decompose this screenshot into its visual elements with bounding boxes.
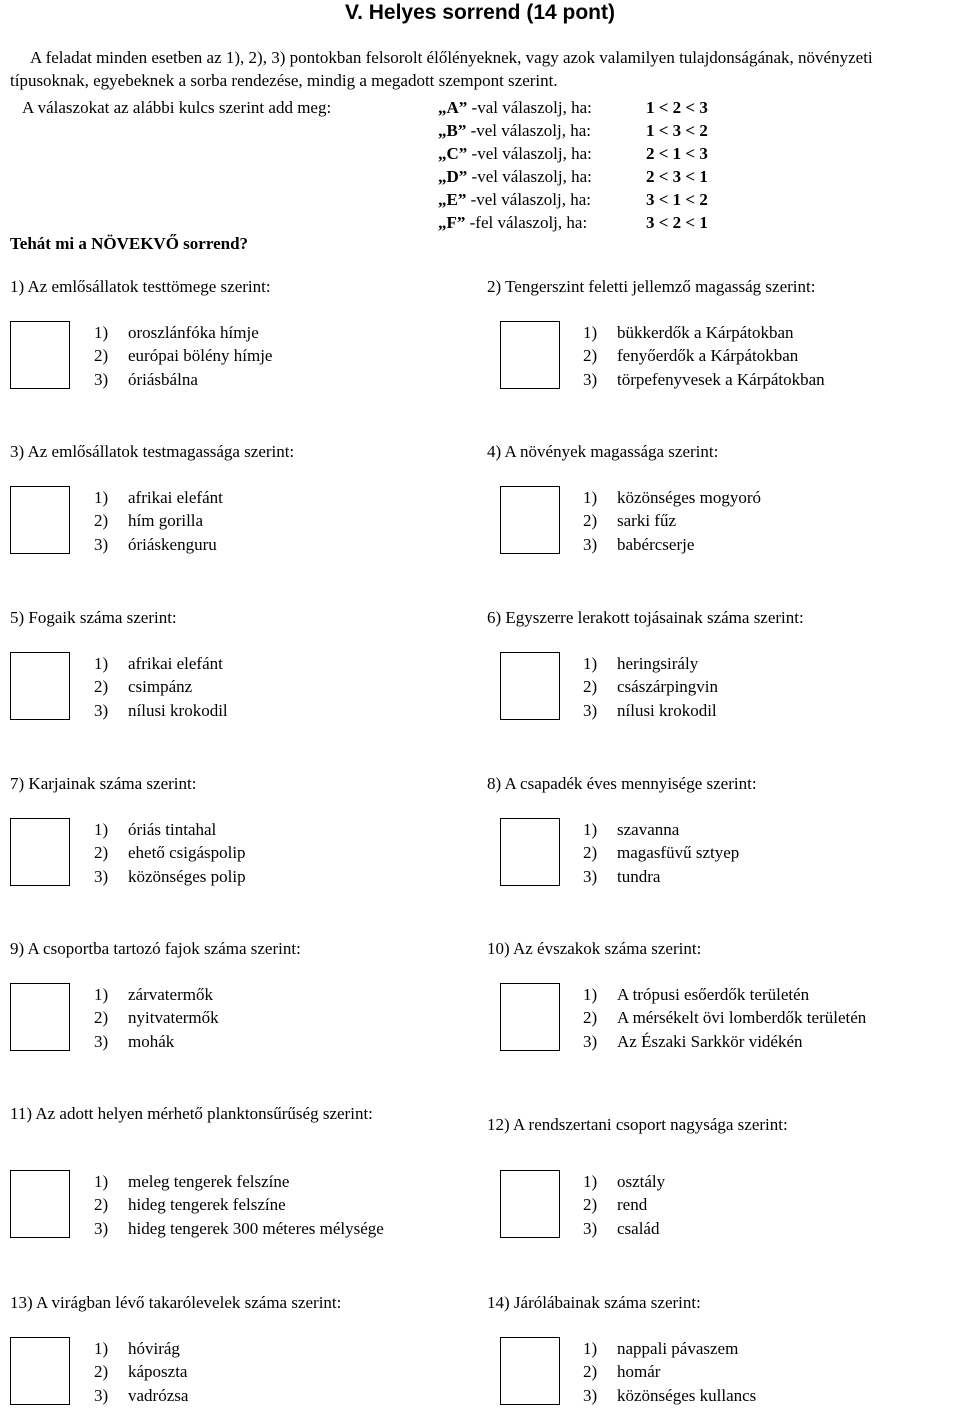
answer-box[interactable] bbox=[500, 1337, 560, 1405]
answer-box[interactable] bbox=[500, 486, 560, 554]
key-order: 1 < 3 < 2 bbox=[646, 121, 708, 140]
task-heading: 8) A csapadék éves mennyisége szerint: bbox=[487, 774, 757, 793]
option-item bbox=[94, 652, 228, 675]
option-item bbox=[583, 533, 761, 556]
option-text: A trópusi esőerdők területén bbox=[617, 985, 810, 1004]
key-order: 2 < 1 < 3 bbox=[646, 144, 708, 163]
question-suffix: sorrend? bbox=[178, 234, 249, 253]
task-heading: 10) Az évszakok száma szerint: bbox=[487, 939, 702, 958]
option-number: 1) bbox=[583, 323, 598, 342]
option-text: közönséges polip bbox=[128, 866, 246, 886]
option-item bbox=[583, 1360, 756, 1383]
option-number: 2) bbox=[583, 843, 598, 863]
key-text: -vel válaszolj, ha: bbox=[470, 121, 591, 140]
answer-box[interactable] bbox=[10, 818, 70, 886]
option-text: óriás tintahal bbox=[128, 820, 217, 839]
page-title: V. Helyes sorrend (14 pont) bbox=[345, 1, 615, 24]
option-item bbox=[94, 699, 228, 722]
option-text: közönséges mogyoró bbox=[617, 488, 762, 507]
option-list bbox=[583, 486, 761, 556]
option-number: 2) bbox=[94, 843, 109, 863]
option-text: hóvirág bbox=[128, 1339, 180, 1358]
task-heading: 2) Tengerszint feletti jellemző magasság szerint: bbox=[487, 277, 816, 296]
option-text: család bbox=[617, 1218, 660, 1238]
option-text: vadrózsa bbox=[128, 1385, 189, 1405]
option-text: homár bbox=[617, 1362, 661, 1382]
option-text: törpefenyvesek a Kárpátokban bbox=[617, 369, 825, 389]
option-item bbox=[583, 1030, 866, 1053]
option-list bbox=[583, 321, 825, 391]
task-6 bbox=[487, 606, 957, 726]
option-item bbox=[583, 321, 825, 344]
option-item bbox=[94, 675, 228, 698]
option-number: 2) bbox=[94, 346, 109, 366]
task-heading: 13) A virágban lévő takarólevelek száma szerint: bbox=[10, 1293, 342, 1312]
option-item bbox=[583, 1384, 756, 1407]
option-item bbox=[583, 1006, 866, 1029]
key-letter: „B” bbox=[438, 121, 467, 140]
task-8 bbox=[487, 772, 957, 892]
answer-box[interactable] bbox=[10, 321, 70, 389]
option-item bbox=[583, 368, 825, 391]
key-order: 2 < 3 < 1 bbox=[646, 167, 708, 186]
option-item bbox=[583, 1217, 665, 1240]
task-2 bbox=[487, 275, 957, 395]
option-number: 3) bbox=[94, 534, 109, 554]
option-number: 3) bbox=[583, 700, 598, 720]
option-list bbox=[94, 1170, 384, 1240]
task-3 bbox=[10, 440, 480, 560]
option-item bbox=[94, 1360, 188, 1383]
task-4 bbox=[487, 440, 957, 560]
key-order: 1 < 2 < 3 bbox=[646, 98, 708, 117]
answer-box[interactable] bbox=[10, 486, 70, 554]
task-11 bbox=[10, 1102, 480, 1242]
answer-key-row bbox=[438, 142, 708, 165]
answer-box[interactable] bbox=[500, 321, 560, 389]
option-number: 1) bbox=[583, 820, 598, 839]
option-item bbox=[94, 509, 223, 532]
key-letter: „A” bbox=[438, 98, 468, 117]
option-text: oroszlánfóka hímje bbox=[128, 323, 259, 342]
option-item bbox=[583, 509, 761, 532]
option-number: 3) bbox=[583, 866, 598, 886]
answer-box[interactable] bbox=[500, 1170, 560, 1238]
option-number: 1) bbox=[94, 1172, 109, 1191]
option-number: 2) bbox=[583, 1008, 598, 1028]
option-text: hím gorilla bbox=[128, 511, 204, 531]
answer-key-row bbox=[438, 165, 708, 188]
task-heading: 3) Az emlősállatok testmagassága szerint: bbox=[10, 442, 295, 461]
option-text: káposzta bbox=[128, 1362, 188, 1382]
task-heading: 11) Az adott helyen mérhető planktonsűrűség szerint: bbox=[10, 1104, 373, 1123]
option-item bbox=[583, 1170, 665, 1193]
option-text: közönséges kullancs bbox=[617, 1385, 757, 1405]
option-number: 2) bbox=[583, 511, 598, 531]
option-text: rend bbox=[617, 1195, 648, 1215]
answer-key bbox=[10, 96, 950, 236]
task-10 bbox=[487, 937, 957, 1057]
option-item bbox=[583, 1193, 665, 1216]
task-heading: 14) Járólábainak száma szerint: bbox=[487, 1293, 701, 1312]
option-number: 1) bbox=[583, 985, 598, 1004]
option-text: zárvatermők bbox=[128, 985, 213, 1004]
option-item bbox=[94, 841, 246, 864]
option-number: 1) bbox=[94, 323, 109, 342]
option-item bbox=[583, 983, 866, 1006]
option-text: afrikai elefánt bbox=[128, 654, 223, 673]
task-12 bbox=[487, 1102, 957, 1242]
option-text: szavanna bbox=[617, 820, 680, 839]
option-text: hideg tengerek 300 méteres mélysége bbox=[128, 1218, 384, 1238]
task-9 bbox=[10, 937, 480, 1057]
option-text: óriásbálna bbox=[128, 369, 198, 389]
option-text: európai bölény hímje bbox=[128, 346, 273, 366]
task-heading: 12) A rendszertani csoport nagysága szerint: bbox=[487, 1115, 788, 1134]
option-number: 1) bbox=[94, 985, 109, 1004]
option-number: 3) bbox=[94, 1031, 109, 1051]
option-number: 3) bbox=[94, 1385, 109, 1405]
task-heading: 7) Karjainak száma szerint: bbox=[10, 774, 197, 793]
option-number: 3) bbox=[583, 1385, 598, 1405]
option-number: 3) bbox=[583, 534, 598, 554]
option-number: 3) bbox=[94, 866, 109, 886]
option-item bbox=[583, 652, 718, 675]
main-question bbox=[10, 232, 248, 255]
option-list bbox=[583, 1337, 756, 1407]
option-item bbox=[94, 1337, 188, 1360]
key-text: -vel válaszolj, ha: bbox=[470, 190, 591, 209]
option-number: 1) bbox=[583, 1339, 598, 1358]
key-text: -vel válaszolj, ha: bbox=[471, 167, 592, 186]
option-text: nyitvatermők bbox=[128, 1008, 219, 1028]
key-letter: „D” bbox=[438, 167, 468, 186]
option-item bbox=[94, 983, 219, 1006]
option-list bbox=[94, 486, 223, 556]
option-list bbox=[94, 818, 246, 888]
option-list bbox=[583, 1170, 665, 1240]
option-text: Az Északi Sarkkör vidékén bbox=[617, 1031, 803, 1051]
option-number: 1) bbox=[94, 1339, 109, 1358]
option-text: császárpingvin bbox=[617, 677, 719, 697]
answer-key-intro: A válaszokat az alábbi kulcs szerint add meg: bbox=[22, 98, 332, 117]
option-item bbox=[583, 841, 739, 864]
option-text: heringsirály bbox=[617, 654, 699, 673]
option-number: 2) bbox=[583, 1362, 598, 1382]
option-item bbox=[94, 368, 272, 391]
option-number: 1) bbox=[94, 488, 109, 507]
option-list bbox=[94, 321, 272, 391]
task-heading: 4) A növények magassága szerint: bbox=[487, 442, 719, 461]
option-item bbox=[94, 533, 223, 556]
key-letter: „E” bbox=[438, 190, 467, 209]
answer-box[interactable] bbox=[500, 652, 560, 720]
option-number: 1) bbox=[94, 654, 109, 673]
option-item bbox=[94, 344, 272, 367]
option-list bbox=[583, 652, 718, 722]
option-item bbox=[583, 818, 739, 841]
option-item bbox=[583, 1337, 756, 1360]
option-text: babércserje bbox=[617, 534, 695, 554]
option-text: nappali pávaszem bbox=[617, 1339, 739, 1358]
key-letter: „C” bbox=[438, 144, 468, 163]
option-item bbox=[583, 865, 739, 888]
answer-box[interactable] bbox=[500, 983, 560, 1051]
answer-key-row bbox=[438, 119, 708, 142]
option-item bbox=[94, 486, 223, 509]
option-list bbox=[94, 1337, 188, 1407]
option-number: 2) bbox=[94, 1362, 109, 1382]
answer-box[interactable] bbox=[10, 1337, 70, 1405]
option-text: bükkerdők a Kárpátokban bbox=[617, 323, 794, 342]
option-list bbox=[94, 983, 219, 1053]
option-item bbox=[94, 1030, 219, 1053]
answer-box[interactable] bbox=[10, 652, 70, 720]
key-order: 3 < 1 < 2 bbox=[646, 190, 708, 209]
option-number: 3) bbox=[583, 369, 598, 389]
option-item bbox=[94, 865, 246, 888]
answer-box[interactable] bbox=[10, 1170, 70, 1238]
option-number: 3) bbox=[583, 1218, 598, 1238]
option-text: magasfüvű sztyep bbox=[617, 843, 740, 863]
option-text: meleg tengerek felszíne bbox=[128, 1172, 290, 1191]
option-number: 2) bbox=[583, 346, 598, 366]
option-text: ehető csigáspolip bbox=[128, 843, 246, 863]
task-heading: 9) A csoportba tartozó fajok száma szerint: bbox=[10, 939, 301, 958]
option-number: 2) bbox=[583, 677, 598, 697]
option-item bbox=[94, 321, 272, 344]
option-text: tundra bbox=[617, 866, 661, 886]
key-order: 3 < 2 < 1 bbox=[646, 213, 708, 232]
question-prefix: Tehát mi a bbox=[10, 234, 92, 253]
answer-key-row bbox=[438, 211, 708, 234]
task-heading: 5) Fogaik száma szerint: bbox=[10, 608, 177, 627]
key-letter: „F” bbox=[438, 213, 466, 232]
option-number: 2) bbox=[583, 1195, 598, 1215]
option-text: hideg tengerek felszíne bbox=[128, 1195, 286, 1215]
option-text: sarki fűz bbox=[617, 511, 677, 531]
option-number: 1) bbox=[94, 820, 109, 839]
answer-key-row bbox=[438, 188, 708, 211]
option-number: 2) bbox=[94, 511, 109, 531]
key-text: -val válaszolj, ha: bbox=[471, 98, 592, 117]
option-number: 3) bbox=[94, 1218, 109, 1238]
option-list bbox=[583, 818, 739, 888]
option-text: mohák bbox=[128, 1031, 175, 1051]
answer-box[interactable] bbox=[500, 818, 560, 886]
option-item bbox=[94, 1384, 188, 1407]
option-number: 2) bbox=[94, 1008, 109, 1028]
option-text: fenyőerdők a Kárpátokban bbox=[617, 346, 799, 366]
option-text: csimpánz bbox=[128, 677, 193, 697]
instructions-paragraph: A feladat minden esetben az 1), 2), 3) pontokban felsorolt élőlényeknek, vagy azok valamilyen tulajdonságának, növényzeti típusoknak, egyebeknek a sorba rendezése, mindig a megadott szempont szerint. bbox=[10, 48, 873, 90]
option-item bbox=[94, 1193, 384, 1216]
option-item bbox=[583, 486, 761, 509]
option-item bbox=[94, 1006, 219, 1029]
key-text: -vel válaszolj, ha: bbox=[471, 144, 592, 163]
option-text: óriáskenguru bbox=[128, 534, 217, 554]
answer-box[interactable] bbox=[10, 983, 70, 1051]
option-text: nílusi krokodil bbox=[617, 700, 717, 720]
task-1 bbox=[10, 275, 480, 395]
option-list bbox=[94, 652, 228, 722]
option-list bbox=[583, 983, 866, 1053]
option-number: 3) bbox=[94, 700, 109, 720]
option-item bbox=[94, 1217, 384, 1240]
option-item bbox=[94, 1170, 384, 1193]
task-5 bbox=[10, 606, 480, 726]
option-text: osztály bbox=[617, 1172, 666, 1191]
option-number: 1) bbox=[583, 654, 598, 673]
option-item bbox=[583, 675, 718, 698]
option-number: 2) bbox=[94, 1195, 109, 1215]
key-text: -fel válaszolj, ha: bbox=[469, 213, 588, 232]
task-13 bbox=[10, 1291, 480, 1409]
option-number: 3) bbox=[94, 369, 109, 389]
option-number: 1) bbox=[583, 488, 598, 507]
answer-key-row bbox=[438, 96, 708, 119]
option-item bbox=[583, 344, 825, 367]
option-text: nílusi krokodil bbox=[128, 700, 228, 720]
option-item bbox=[94, 818, 246, 841]
task-14 bbox=[487, 1291, 957, 1409]
option-item bbox=[583, 699, 718, 722]
task-heading: 6) Egyszerre lerakott tojásainak száma szerint: bbox=[487, 608, 804, 627]
option-number: 2) bbox=[94, 677, 109, 697]
option-number: 3) bbox=[583, 1031, 598, 1051]
option-text: afrikai elefánt bbox=[128, 488, 223, 507]
task-heading: 1) Az emlősállatok testtömege szerint: bbox=[10, 277, 271, 296]
option-text: A mérsékelt övi lomberdők területén bbox=[617, 1008, 867, 1028]
question-emphasis: NÖVEKVŐ bbox=[91, 234, 179, 253]
option-number: 1) bbox=[583, 1172, 598, 1191]
task-7 bbox=[10, 772, 480, 892]
